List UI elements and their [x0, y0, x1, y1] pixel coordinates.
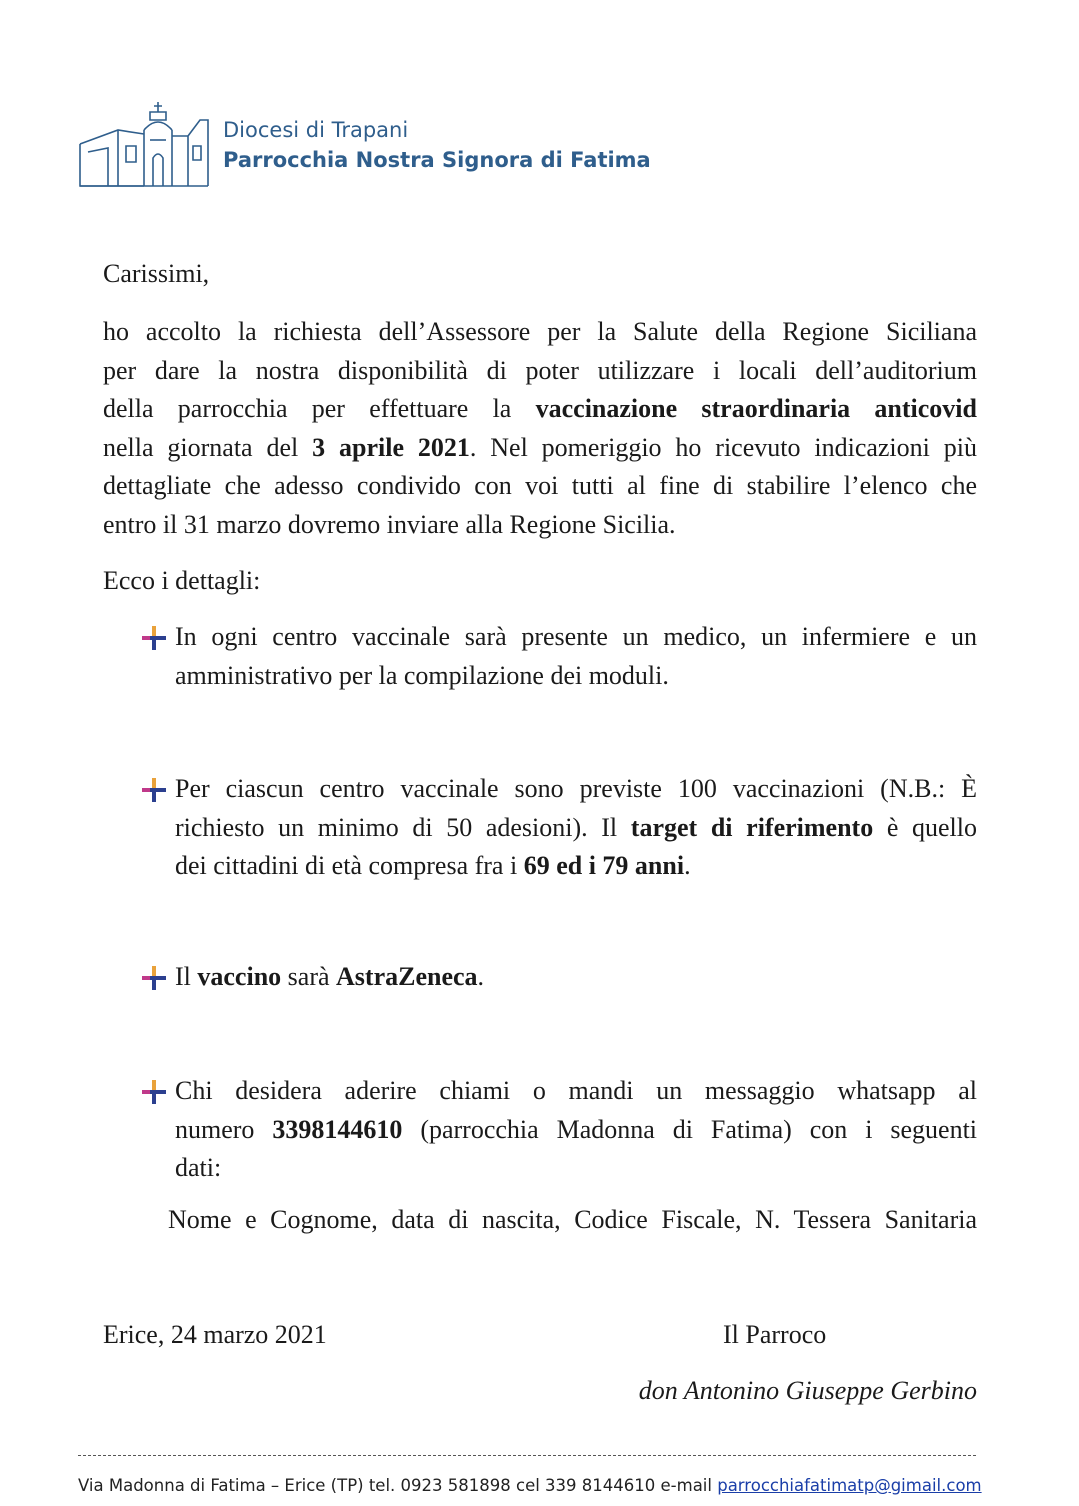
organization-name: [223, 115, 651, 175]
bullet-line: Per ciascun centro vaccinale sono previste 100 vaccinazioni (N.B.: È: [175, 774, 977, 803]
text-span: .: [477, 962, 485, 991]
highlight-vaccination: vaccinazione straordinaria anticovid: [535, 394, 977, 423]
text-span: (parrocchia Madonna di Fatima) con i seguenti: [402, 1114, 978, 1144]
intro-line: [103, 390, 977, 429]
bullet-line: [175, 1111, 977, 1150]
highlight-target: target di riferimento: [630, 812, 874, 842]
bullet-line: amministrativo per la compilazione dei moduli.: [175, 660, 669, 690]
bullet-line: [175, 809, 977, 848]
cross-bullet-icon: [140, 966, 168, 990]
intro-line: entro il 31 marzo dovremo inviare alla Regione Sicilia.: [103, 509, 676, 539]
parish-name: Parrocchia Nostra Signora di Fatima: [223, 148, 651, 172]
text-span: numero: [175, 1114, 273, 1144]
intro-line: [103, 429, 977, 468]
email-link[interactable]: parrocchiafatimatp@gimail.com: [717, 1476, 982, 1495]
intro-line: dettagliate che adesso condivido con voi tutti al fine di stabilire l’elenco che: [103, 471, 977, 500]
text-span: dei cittadini di età compresa fra i: [175, 851, 524, 880]
text-span: richiesto un minimo di 50 adesioni). Il: [175, 812, 631, 842]
cross-bullet-icon: [140, 626, 168, 650]
text-span: della parrocchia per effettuare la: [103, 394, 536, 423]
intro-line: per dare la nostra disponibilità di poter utilizzare i locali dell’auditorium: [103, 355, 977, 385]
place-date: Erice, 24 marzo 2021: [103, 1320, 327, 1349]
text-span: . Nel pomeriggio ho ricevuto indicazioni più: [469, 432, 977, 462]
diocese-name: Diocesi di Trapani: [223, 118, 409, 142]
church-logo-icon: [78, 100, 213, 190]
letterhead: [78, 100, 778, 195]
bullet-line: Chi desidera aderire chiami o mandi un messaggio whatsapp al: [175, 1076, 977, 1105]
text-span: Il: [175, 962, 198, 991]
greeting: Carissimi,: [103, 259, 210, 288]
intro-line: ho accolto la richiesta dell’Assessore per la Salute della Regione Siciliana: [103, 317, 977, 346]
highlight-age-range: 69 ed i 79 anni: [523, 851, 685, 880]
highlight-vaccine: vaccino: [197, 962, 282, 991]
bullet-line: [175, 847, 977, 886]
cross-bullet-icon: [140, 1080, 168, 1104]
bullet-line: dati:: [175, 1153, 222, 1182]
bullet-text: [175, 1072, 977, 1188]
details-heading: Ecco i dettagli:: [103, 566, 261, 595]
intro-paragraph: [103, 313, 977, 544]
signer-role: Il Parroco: [723, 1320, 827, 1349]
bullet-text: [175, 618, 977, 695]
bullet-text: [175, 958, 977, 997]
cross-bullet-icon: [140, 778, 168, 802]
required-fields: Nome e Cognome, data di nascita, Codice Fiscale, N. Tessera Sanitaria: [168, 1205, 977, 1234]
bullet-line: In ogni centro vaccinale sarà presente un medico, un infermiere e un: [175, 622, 977, 651]
footer-address: Via Madonna di Fatima – Erice (TP) tel. 0923 581898 cel 339 8144610 e-mail: [78, 1476, 718, 1495]
highlight-astrazeneca: AstraZeneca: [336, 962, 478, 991]
bullet-text: [175, 770, 977, 886]
text-span: .: [684, 851, 691, 880]
highlight-phone: 3398144610: [272, 1114, 403, 1144]
footer: [78, 1476, 982, 1495]
signer-name: don Antonino Giuseppe Gerbino: [638, 1376, 977, 1405]
text-span: sarà: [281, 962, 337, 991]
text-span: nella giornata del: [103, 432, 313, 462]
highlight-date: 3 aprile 2021: [312, 432, 470, 462]
text-span: è quello: [873, 812, 978, 842]
footer-divider: [78, 1455, 976, 1456]
